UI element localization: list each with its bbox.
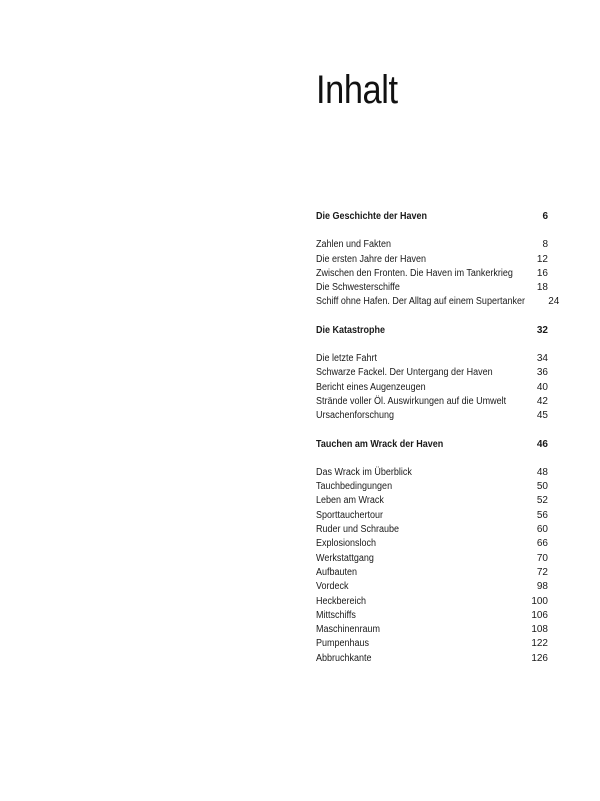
toc-entry-page: 24 [548,296,560,308]
toc-entry-page: 56 [536,509,548,521]
toc-entry-page: 12 [536,253,548,265]
toc-entry-page: 48 [536,466,548,478]
toc-entry-page: 60 [536,524,548,536]
toc-entry[interactable] [316,480,548,494]
toc-section-catastrophe [316,324,548,424]
toc-entry-label: Ursachenforschung [316,410,395,422]
toc-entry-page: 108 [531,624,548,636]
toc-entry[interactable] [316,566,548,580]
toc-section-diving [316,438,548,666]
toc-entry[interactable] [316,509,548,523]
toc-entry-page: 126 [531,652,548,664]
toc-entry-label: Die letzte Fahrt [316,353,378,365]
toc-entry-label: Schwarze Fackel. Der Untergang der Haven [316,367,493,379]
toc-entry-list [316,466,548,666]
page-title: Inhalt [316,68,398,112]
toc-entry-label: Mittschiffs [316,609,356,621]
toc-entry[interactable] [316,552,548,566]
table-of-contents [316,210,560,666]
toc-entry-page: 106 [531,609,548,621]
toc-entry-page: 45 [536,410,548,422]
toc-entry[interactable] [316,595,548,609]
toc-entry-page: 40 [536,381,548,393]
toc-heading-label: Die Geschichte der Haven [316,211,428,222]
toc-section-heading[interactable] [316,438,548,452]
toc-heading-label: Die Katastrophe [316,324,386,336]
toc-entry-page: 66 [536,538,548,550]
toc-entry-label: Schiff ohne Hafen. Der Alltag auf einem Supertanker [316,296,525,308]
toc-entry[interactable] [316,366,548,380]
toc-entry-label: Ruder und Schraube [316,524,400,536]
toc-entry-label: Zahlen und Fakten [316,239,392,251]
toc-entry-page: 8 [542,239,548,251]
toc-entry[interactable] [316,253,548,267]
toc-section-history [316,210,560,310]
toc-heading-page: 32 [536,324,548,336]
toc-entry-page: 98 [536,581,548,593]
toc-entry-label: Pumpenhaus [316,638,370,650]
toc-entry-label: Vordeck [316,581,349,593]
toc-entry[interactable] [316,409,548,423]
toc-entry-page: 122 [531,638,548,650]
toc-entry-label: Die ersten Jahre der Haven [316,253,427,265]
toc-entry-page: 18 [536,282,548,294]
toc-entry[interactable] [316,637,548,651]
toc-entry-page: 50 [536,481,548,493]
toc-entry[interactable] [316,609,548,623]
toc-entry-page: 16 [536,267,548,279]
toc-heading-label: Tauchen am Wrack der Haven [316,438,444,450]
toc-entry[interactable] [316,623,548,637]
toc-entry[interactable] [316,381,548,395]
toc-entry-page: 70 [536,552,548,564]
toc-entry-page: 36 [536,367,548,379]
toc-entry-label: Tauchbedingungen [316,481,393,493]
toc-entry-label: Sporttauchertour [316,509,384,521]
toc-entry-label: Abbruchkante [316,652,372,664]
toc-entry-label: Zwischen den Fronten. Die Haven im Tankerkrieg [316,267,513,279]
toc-entry-label: Werkstattgang [316,552,374,564]
toc-entry-page: 52 [536,495,548,507]
toc-entry[interactable] [316,652,548,666]
toc-entry[interactable] [316,267,548,281]
toc-entry[interactable] [316,537,548,551]
toc-section-heading[interactable] [316,324,548,338]
toc-entry[interactable] [316,523,548,537]
toc-entry-label: Die Schwesterschiffe [316,282,400,294]
toc-entry-label: Heckbereich [316,595,367,607]
toc-section-heading[interactable] [316,210,548,224]
toc-entry-label: Bericht eines Augenzeugen [316,381,426,393]
toc-entry-list [316,352,548,423]
toc-entry[interactable] [316,466,548,480]
toc-entry[interactable] [316,352,548,366]
toc-entry-label: Das Wrack im Überblick [316,466,412,478]
toc-heading-page: 6 [542,211,548,222]
toc-entry-page: 34 [536,353,548,365]
toc-entry[interactable] [316,580,548,594]
toc-entry-label: Maschinenraum [316,624,381,636]
toc-entry-page: 100 [531,595,548,607]
toc-entry-label: Strände voller Öl. Auswirkungen auf die Umwelt [316,395,507,407]
toc-heading-page: 46 [536,438,548,450]
toc-entry[interactable] [316,238,548,252]
toc-entry-label: Aufbauten [316,566,358,578]
toc-entry[interactable] [316,494,548,508]
toc-entry[interactable] [316,395,548,409]
toc-entry-list [316,238,560,309]
toc-entry-page: 72 [536,566,548,578]
toc-entry[interactable] [316,281,548,295]
toc-entry-label: Leben am Wrack [316,495,384,507]
toc-entry-label: Explosionsloch [316,538,377,550]
toc-entry[interactable] [316,295,560,309]
toc-entry-page: 42 [536,395,548,407]
